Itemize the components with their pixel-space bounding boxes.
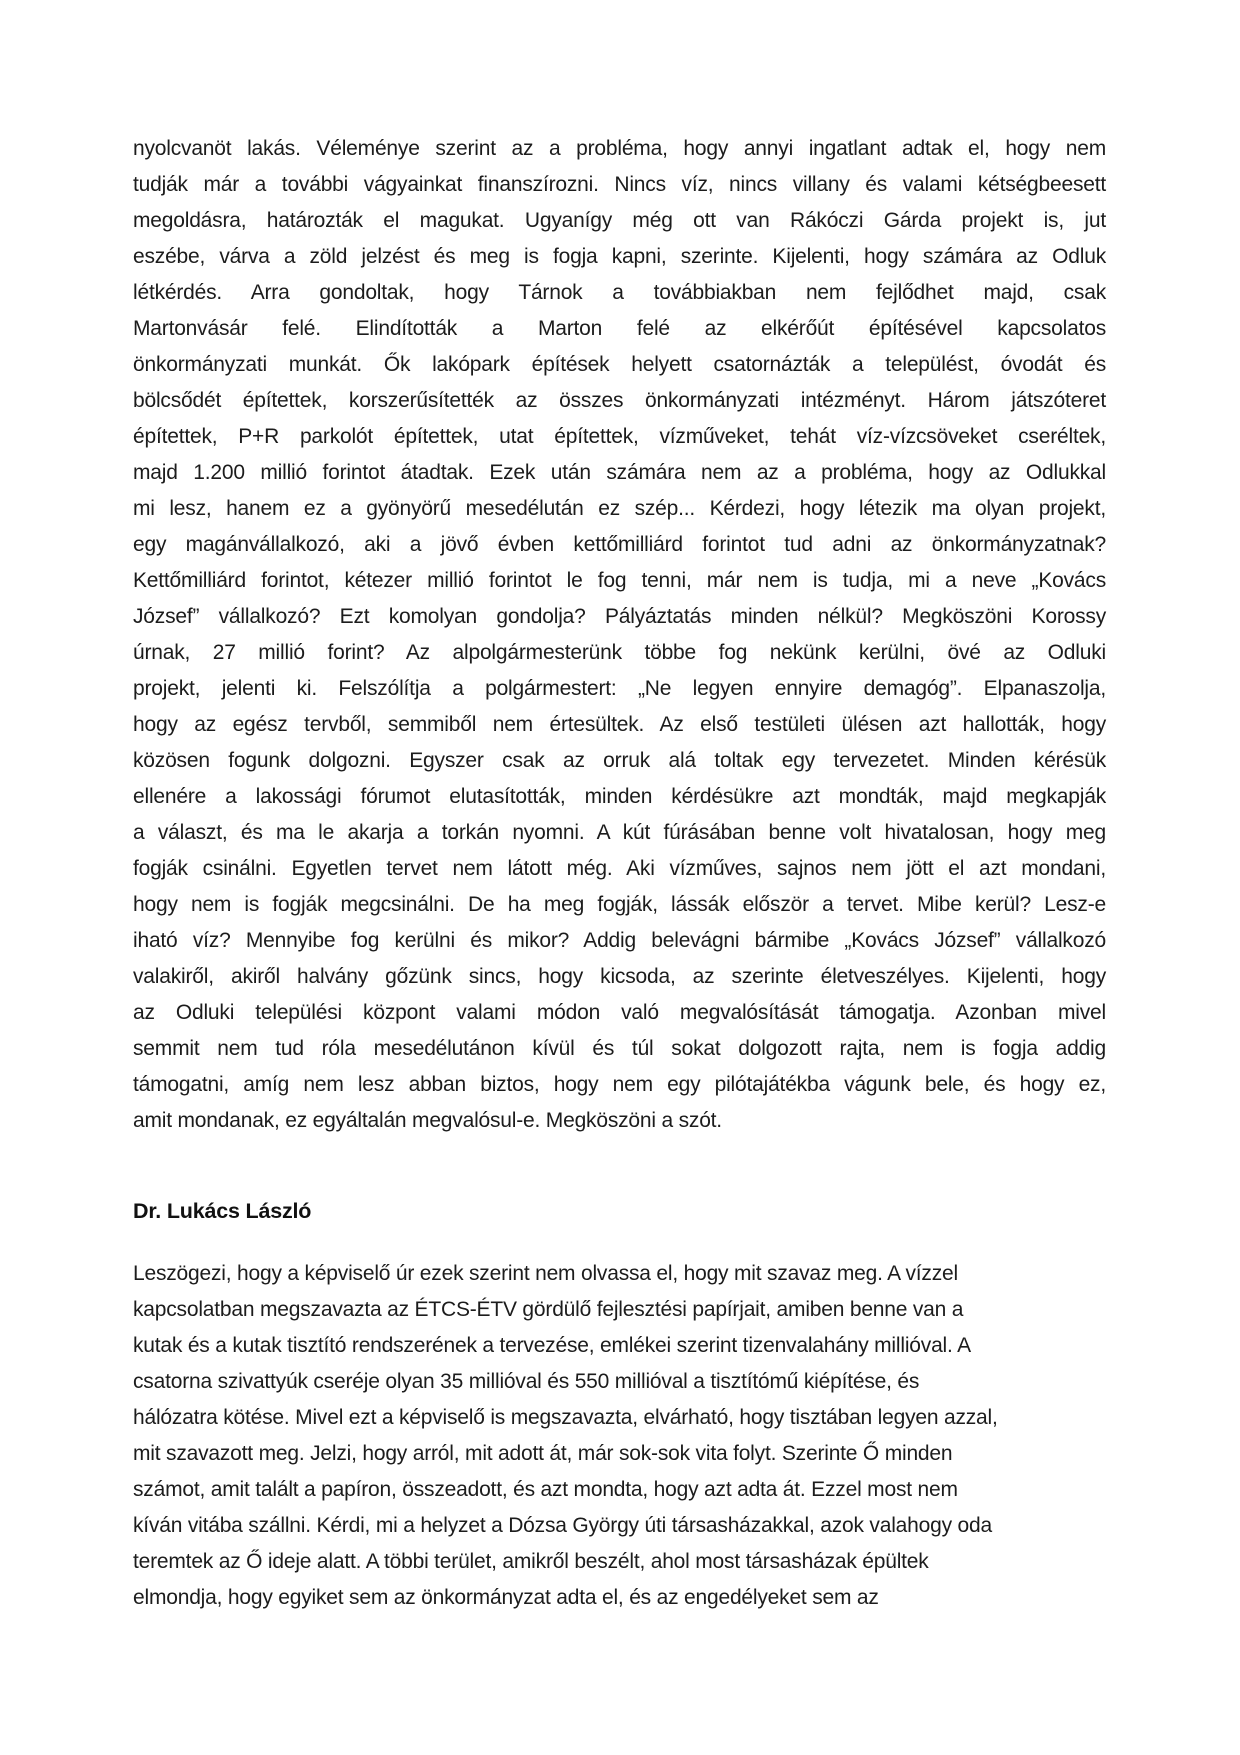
text-line: Leszögezi, hogy a képviselő úr ezek szerint nem olvassa el, hogy mit szavaz meg. A vízzel (133, 1262, 958, 1285)
text-line: mi lesz, hanem ez a gyönyörű mesedélután ez szép... Kérdezi, hogy létezik ma olyan projekt, (133, 497, 1106, 520)
text-line: kutak és a kutak tisztító rendszerének a tervezése, emlékei szerint tizenvalahány millióval. A (133, 1334, 971, 1357)
text-line: elmondja, hogy egyiket sem az önkormányzat adta el, és az engedélyeket sem az (133, 1586, 879, 1609)
text-line: tudják már a további vágyainkat finanszírozni. Nincs víz, nincs villany és valami kétségbeesett (133, 173, 1106, 196)
text-line: mit szavazott meg. Jelzi, hogy arról, mit adott át, már sok-sok vita folyt. Szerinte Ő minden (133, 1442, 953, 1465)
text-line: ellenére a lakossági fórumot elutasították, minden kérdésükre azt mondták, majd megkapják (133, 785, 1106, 808)
text-line: közösen fogunk dolgozni. Egyszer csak az orruk alá toltak egy tervezetet. Minden kérésük (133, 749, 1106, 772)
text-line: projekt, jelenti ki. Felszólítja a polgármestert: „Ne legyen ennyire demagóg”. Elpanaszolja, (133, 677, 1106, 700)
text-line: nyolcvanöt lakás. Véleménye szerint az a probléma, hogy annyi ingatlant adtak el, hogy nem (133, 137, 1106, 160)
text-line: megoldásra, határozták el magukat. Ugyanígy még ott van Rákóczi Gárda projekt is, jut (133, 209, 1106, 232)
text-line: a választ, és ma le akarja a torkán nyomni. A kút fúrásában benne volt hivatalosan, hogy meg (133, 821, 1106, 844)
text-line: építettek, P+R parkolót építettek, utat építettek, vízműveket, tehát víz-vízcsöveket cseréltek, (133, 425, 1106, 448)
paragraph-speech-2 (133, 1256, 1106, 1616)
text-line: Kettőmilliárd forintot, kétezer millió forintot le fog tenni, már nem is tudja, mi a neve „Kovács (133, 569, 1106, 592)
speaker-heading: Dr. Lukács László (133, 1199, 312, 1223)
text-line: az Odluki települési központ valami módon való megvalósítását támogatja. Azonban mivel (133, 1001, 1106, 1024)
text-line: semmit nem tud róla mesedélutánon kívül és túl sokat dolgozott rajta, nem is fogja addig (133, 1037, 1106, 1060)
text-line: hogy nem is fogják megcsinálni. De ha meg fogják, lássák először a tervet. Mibe kerül? Lesz-e (133, 893, 1106, 916)
text-line: önkormányzati munkát. Ők lakópark építések helyett csatornázták a települést, óvodát és (133, 353, 1106, 376)
text-line: kíván vitába szállni. Kérdi, mi a helyzet a Dózsa György úti társasházakkal, azok valahogy oda (133, 1514, 992, 1537)
text-line: kapcsolatban megszavazta az ÉTCS-ÉTV gördülő fejlesztési papírjait, amiben benne van a (133, 1298, 964, 1321)
paragraph-speech-1 (133, 131, 1106, 1139)
text-line: iható víz? Mennyibe fog kerülni és mikor? Addig belevágni bármibe „Kovács József” vállalkozó (133, 929, 1106, 952)
text-line: csatorna szivattyúk cseréje olyan 35 millióval és 550 millióval a tisztítómű kiépítése, és (133, 1370, 920, 1393)
page-content (133, 131, 1106, 1616)
text-line: hogy az egész tervből, semmiből nem értesültek. Az első testületi ülésen azt hallották, hogy (133, 713, 1106, 736)
text-line: egy magánvállalkozó, aki a jövő évben kettőmilliárd forintot tud adni az önkormányzatnak? (133, 533, 1106, 556)
text-line: eszébe, várva a zöld jelzést és meg is fogja kapni, szerinte. Kijelenti, hogy számára az Odluk (133, 245, 1106, 268)
text-line: Martonvásár felé. Elindították a Marton felé az elkérőút építésével kapcsolatos (133, 317, 1106, 340)
text-line: úrnak, 27 millió forint? Az alpolgármesterünk többe fog nekünk kerülni, övé az Odluki (133, 641, 1106, 664)
text-line: támogatni, amíg nem lesz abban biztos, hogy nem egy pilótajátékba vágunk bele, és hogy ez, (133, 1073, 1106, 1096)
text-line: majd 1.200 millió forintot átadtak. Ezek után számára nem az a probléma, hogy az Odlukkal (133, 461, 1106, 484)
text-line: bölcsődét építettek, korszerűsítették az összes önkormányzati intézményt. Három játszóteret (133, 389, 1106, 412)
text-line: fogják csinálni. Egyetlen tervet nem látott még. Aki vízműves, sajnos nem jött el azt mondani, (133, 857, 1106, 880)
text-line: teremtek az Ő ideje alatt. A többi terület, amikről beszélt, ahol most társasházak épültek (133, 1550, 929, 1573)
text-line: hálózatra kötése. Mivel ezt a képviselő is megszavazta, elvárható, hogy tisztában legyen azzal, (133, 1406, 998, 1429)
text-line: amit mondanak, ez egyáltalán megvalósul-e. Megköszöni a szót. (133, 1109, 722, 1132)
text-line: létkérdés. Arra gondoltak, hogy Tárnok a továbbiakban nem fejlődhet majd, csak (133, 281, 1106, 304)
text-line: József” vállalkozó? Ezt komolyan gondolja? Pályáztatás minden nélkül? Megköszöni Korossy (133, 605, 1106, 628)
text-line: valakiről, akiről halvány gőzünk sincs, hogy kicsoda, az szerinte életveszélyes. Kijelenti, hogy (133, 965, 1106, 988)
text-line: számot, amit talált a papíron, összeadott, és azt mondta, hogy azt adta át. Ezzel most nem (133, 1478, 958, 1501)
